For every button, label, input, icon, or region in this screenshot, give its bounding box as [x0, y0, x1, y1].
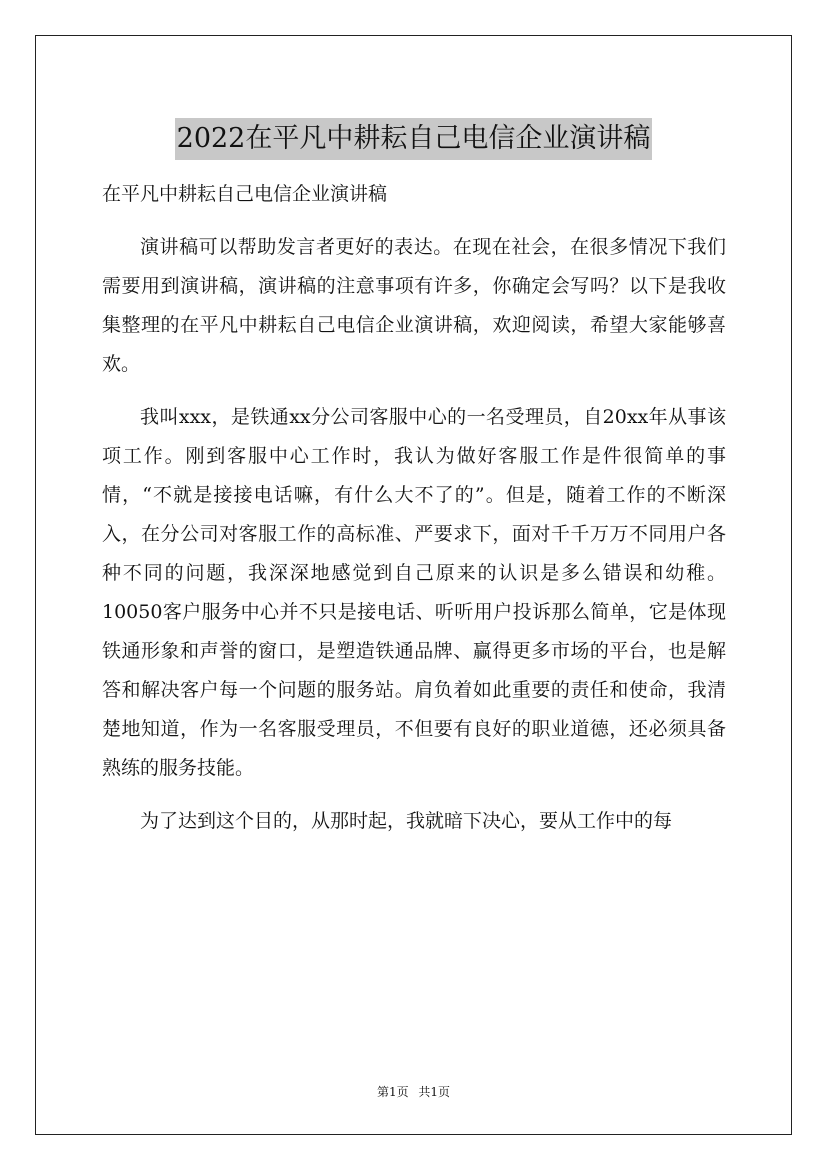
page-number: 第1页 — [376, 1085, 409, 1099]
page-total: 共1页 — [418, 1085, 451, 1099]
document-title: 2022在平凡中耕耘自己电信企业演讲稿 — [175, 118, 653, 160]
paragraph-intro: 演讲稿可以帮助发言者更好的表达。在现在社会，在很多情况下我们需要用到演讲稿，演讲稿的注意事项有许多，你确定会写吗？以下是我收集整理的在平凡中耕耘自己电信企业演讲稿，欢迎阅读，希望大家能够喜欢。 — [102, 236, 726, 375]
paragraph-continued: 为了达到这个目的，从那时起，我就暗下决心，要从工作中的每 — [140, 810, 673, 832]
paragraph-main: 我叫xxx，是铁通xx分公司客服中心的一名受理员，自20xx年从事该项工作。刚到客服中心工作时，我认为做好客服工作是件很简单的事情，“不就是接接电话嘛，有什么大不了的”。但是，随着工作的不断深入，在分公司对客服工作的高标准、严要求下，面对千千万万不同用户各种不同的问题，我深深地感觉到自己原来的认识是多么错误和幼稚。10050客户服务中心并不只是接电话、听听用户投诉那么简单，它是体现铁通形象和声誉的窗口，是塑造铁通品牌、赢得更多市场的平台，也是解答和解决客户每一个问题的服务站。肩负着如此重要的责任和使命，我清楚地知道，作为一名客服受理员，不但要有良好的职业道德，还必须具备熟练的服务技能。 — [102, 406, 726, 779]
page-footer — [0, 1082, 827, 1102]
document-body — [102, 228, 726, 855]
title-container — [0, 100, 827, 178]
document-subtitle: 在平凡中耕耘自己电信企业演讲稿 — [102, 183, 388, 205]
